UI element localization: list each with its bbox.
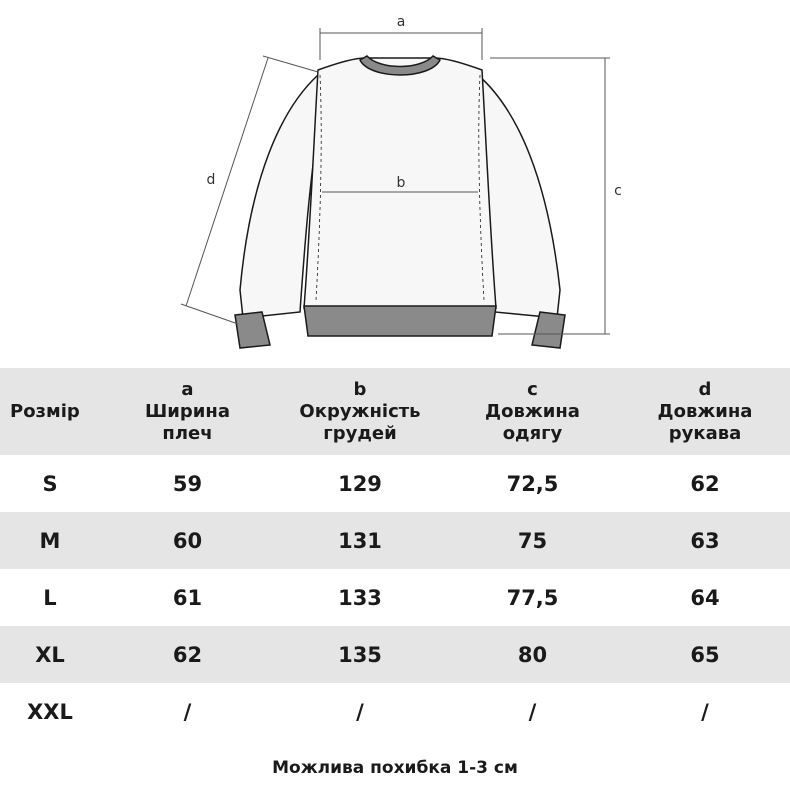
sweatshirt-drawing [0,0,790,368]
size-cell: M [39,528,61,553]
size-column-header: Розмір [10,400,80,422]
table-row [0,512,790,569]
dim-c-label: c [614,183,622,199]
value-cell: / [356,699,364,724]
size-cell: XXL [27,699,73,724]
value-cell: 60 [172,528,203,553]
value-cell: 129 [338,471,382,496]
left-cuff [235,312,270,348]
size-table [0,368,790,740]
value-cell: 62 [690,471,720,496]
value-cell: 65 [690,642,720,667]
hem-band [304,306,496,336]
value-cell: 61 [172,585,203,610]
column-header-a: a Ширина плеч [145,378,230,444]
table-row [0,569,790,626]
size-cell: XL [35,642,65,667]
dim-b-label: b [396,175,406,191]
column-header-b: b Окружність грудей [299,378,421,444]
footnote: Можлива похибка 1-3 см [272,758,518,778]
value-cell: / [528,699,537,724]
value-cell: 75 [517,528,548,553]
value-cell: 131 [338,528,382,553]
value-cell: / [701,699,709,724]
value-cell: 133 [338,585,382,610]
table-row [0,455,790,512]
column-header-c: c Довжина одягу [485,378,580,444]
value-cell: 77,5 [506,585,559,610]
size-cell: S [42,471,58,496]
size-cell: L [43,585,57,610]
sweatshirt-diagram [0,0,790,368]
table-row [0,683,790,740]
value-cell: 59 [172,471,203,496]
value-cell: 64 [690,585,720,610]
dim-a-label: a [396,14,406,30]
value-cell: 72,5 [506,471,559,496]
table-header-row [0,368,790,455]
table-row [0,626,790,683]
value-cell: 135 [338,642,382,667]
value-cell: 80 [517,642,548,667]
value-cell: / [183,699,192,724]
right-cuff [532,312,565,348]
dim-d-label: d [206,172,216,188]
column-header-d: d Довжина рукава [657,378,753,444]
value-cell: 62 [172,642,203,667]
value-cell: 63 [690,528,720,553]
